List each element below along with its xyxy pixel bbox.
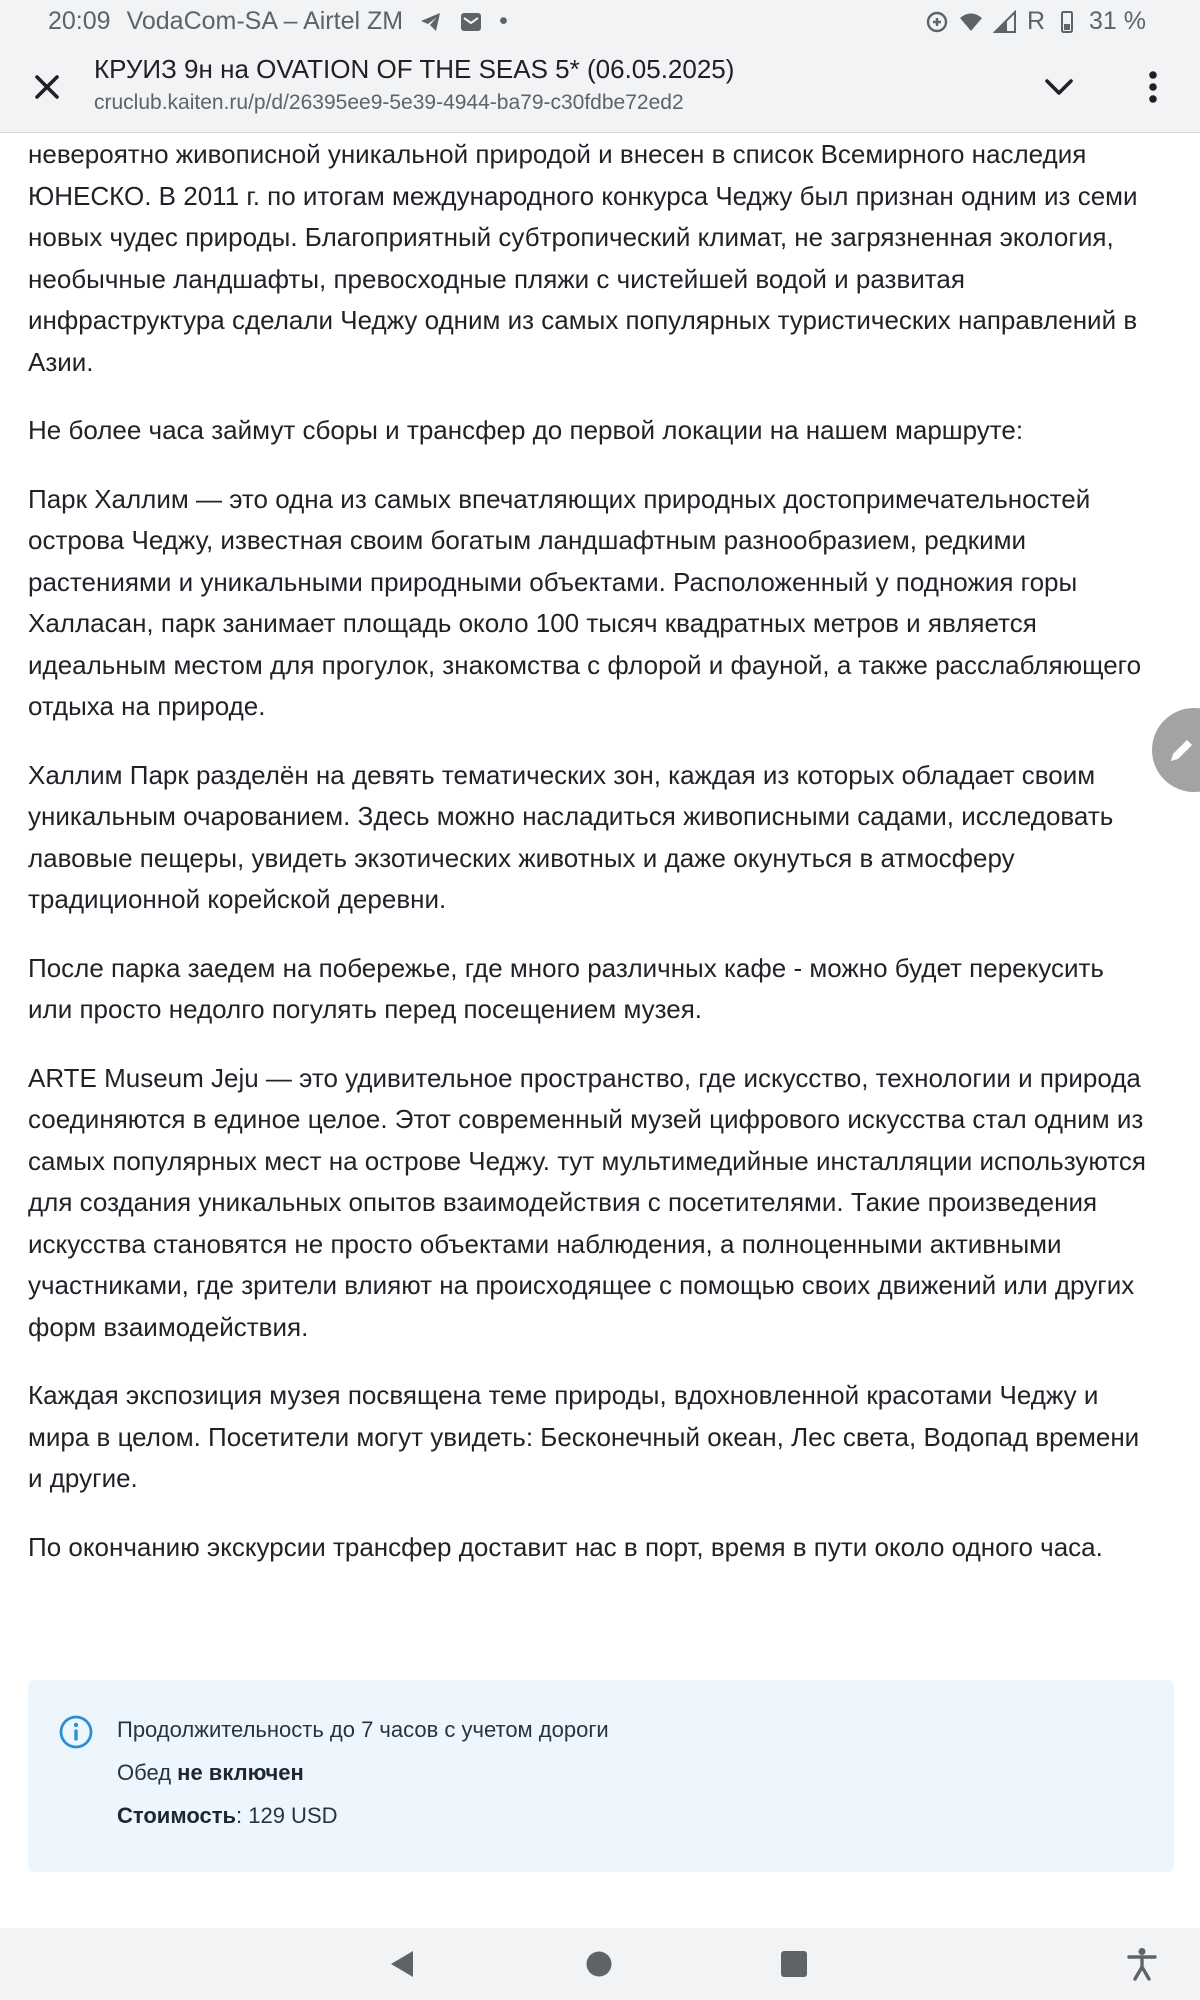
data-saver-icon	[925, 10, 949, 34]
info-lines	[117, 1708, 609, 1837]
info-price-label: Стоимость	[117, 1803, 237, 1828]
nav-recents-button[interactable]	[770, 1940, 818, 1988]
wifi-icon	[959, 10, 983, 34]
nav-back-icon	[388, 1949, 416, 1979]
info-callout	[28, 1680, 1174, 1872]
edit-fab-button[interactable]	[1152, 708, 1200, 792]
paragraph: ARTE Museum Jeju — это удивительное пространство, где искусство, технологии и природа соединяются в единое целое. Этот современный музей цифрового искусства стал одним из самых популярных мест на острове Чеджу. тут мультимедийные инсталляции используются для создания уникальных опытов взаимодействия с посетителями. Такие произведения искусства становятся не просто объектами наблюдения, а полноценными активными участниками, где зрители влияют на происходящее с помощью своих движений или других форм взаимодействия.	[28, 1062, 1146, 1342]
page-title: КРУИЗ 9н на OVATION OF THE SEAS 5* (06.05.2025)	[94, 54, 735, 84]
paragraph: невероятно живописной уникальной природой и внесен в список Всемирного наследия ЮНЕСКО. В 2011 г. по итогам международного конкурса Чеджу был признан одним из семи новых чудес природы. Благоприятный субтропический климат, не загрязненная экология, необычные ландшафты, превосходные пляжи с чистейшей водой и развитая инфраструктура сделали Чеджу одним из самых популярных туристических направлений в Азии.	[28, 139, 1138, 377]
status-right	[925, 7, 1146, 36]
page-url[interactable]: cruclub.kaiten.ru/p/d/26395ee9-5e39-4944-ba79-c30fdbe72ed2	[94, 91, 684, 114]
accessibility-button[interactable]	[1118, 1940, 1166, 1988]
telegram-icon	[419, 10, 443, 34]
info-duration: Продолжительность до 7 часов с учетом дороги	[117, 1717, 609, 1742]
battery-icon	[1055, 10, 1079, 34]
status-bar	[0, 0, 1200, 42]
paragraph: Парк Халлим — это одна из самых впечатляющих природных достопримечательностей острова Чеджу, известная своим богатым ландшафтным разнообразием, редкими растениями и уникальными природными объектами. Расположенный у подножия горы Халласан, парк занимает площадь около 100 тысяч квадратных метров и является идеальным местом для прогулок, знакомства с флорой и фауной, а также расслабляющего отдыха на природе.	[28, 483, 1142, 721]
nav-home-icon	[585, 1950, 613, 1978]
accessibility-icon	[1127, 1947, 1157, 1981]
system-navigation-bar	[0, 1928, 1200, 2000]
app-bar	[0, 42, 1200, 133]
nav-recents-icon	[780, 1950, 808, 1978]
status-battery: 31 %	[1089, 7, 1146, 35]
info-lunch	[117, 1751, 609, 1794]
paragraph: Каждая экспозиция музея посвящена теме природы, вдохновленной красотами Чеджу и мира в целом. Посетители могут увидеть: Бесконечный океан, Лес света, Водопад времени и другие.	[28, 1380, 1140, 1493]
status-time: 20:09	[48, 7, 111, 35]
paragraph: После парка заедем на побережье, где много различных кафе - можно будет перекусить или просто недолго погулять перед посещением музея.	[28, 952, 1104, 1024]
mail-icon	[459, 10, 483, 34]
expand-button[interactable]	[1036, 64, 1082, 110]
info-lunch-label: Обед	[117, 1760, 178, 1785]
status-left	[48, 7, 508, 36]
info-price-value: : 129 USD	[236, 1803, 338, 1828]
paragraph: Не более часа займут сборы и трансфер до первой локации на нашем маршруте:	[28, 415, 1024, 445]
nav-home-button[interactable]	[575, 1940, 623, 1988]
paragraph: Халлим Парк разделён на девять тематических зон, каждая из которых обладает своим уникальным очарованием. Здесь можно насладиться живописными садами, исследовать лавовые пещеры, увидеть экзотических животных и даже окунуться в атмосферу традиционной корейской деревни.	[28, 759, 1114, 914]
signal-icon	[993, 10, 1017, 34]
more-vert-icon	[1148, 70, 1158, 104]
chevron-down-icon	[1044, 77, 1074, 97]
info-icon	[58, 1714, 94, 1750]
status-carrier: VodaCom-SA – Airtel ZM	[126, 7, 404, 35]
info-price	[117, 1794, 609, 1837]
info-lunch-value: не включен	[177, 1760, 304, 1785]
article-content	[28, 134, 1152, 1595]
pencil-icon	[1168, 736, 1196, 764]
more-menu-button[interactable]	[1130, 64, 1176, 110]
close-button[interactable]	[24, 64, 70, 110]
status-roaming: R	[1026, 7, 1046, 35]
close-icon	[33, 73, 61, 101]
nav-back-button[interactable]	[378, 1940, 426, 1988]
paragraph: По окончанию экскурсии трансфер доставит нас в порт, время в пути около одного часа.	[28, 1531, 1103, 1562]
status-dot: •	[499, 7, 508, 35]
